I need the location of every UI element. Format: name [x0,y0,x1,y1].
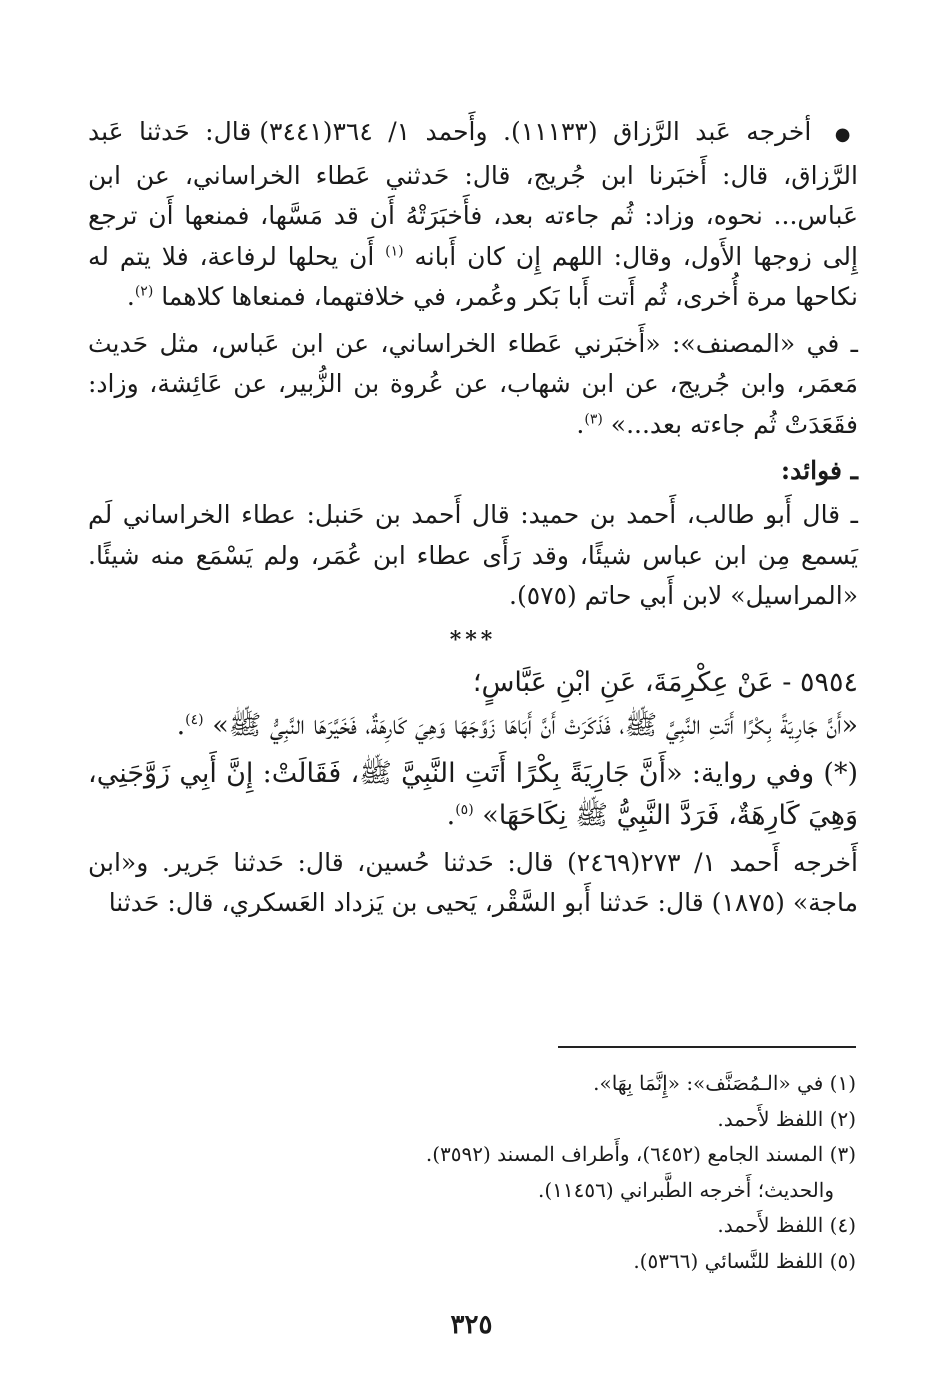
footnote-4: (٤) اللفظ لأَحمد. [717,1213,856,1237]
footnote-ref-3[interactable]: (٣) [584,411,603,428]
punctuation: . [446,799,456,831]
punctuation: . [126,282,135,311]
footnote-ref-4[interactable]: (٤) [185,711,204,728]
takhrij-paragraph [88,112,858,318]
takhrij-paragraph-2: أَخرجه أَحمد ١/ ٢٧٣(٢٤٦٩) قال: حَدثنا حُسين، قال: حَدثنا جَرير. و«ابن ماجة» (١٨٧٥) قال: حَدثنا أَبو السَّقْر، يَحيى بن يَزداد العَسكري، قال: حَدثنا [88,847,859,917]
footnote-2: (٢) اللفظ لأَحمد. [717,1106,856,1131]
bullet-icon: ● [834,124,858,145]
punctuation: . [576,409,585,439]
fawaid-heading: ـ فوائد: [780,456,858,485]
musannaf-paragraph [88,324,858,446]
footnote-ref-2[interactable]: (٢) [134,283,154,300]
footnote-1: (١) في «الـمُصَنَّف»: «إِنَّمَا بِهَا». [593,1071,856,1095]
main-text [88,112,858,930]
footnote-ref-5[interactable]: (٥) [455,801,474,818]
takhrij-text-continued: أَن يحلها لرفاعة، فلا يتم له نكاحها مرة أُخرى، ثُم أَتت أَبا بَكر وعُمر، في خلافتهما، فمنعاها كلاهما [88,241,858,311]
takhrij-text: أخرجه عَبد الرَّزاق (١١١٣٣). وأَحمد ١/ ٣٦٤(٣٤٤١) قال: حَدثنا عَبد الرَّزاق، قال: أَخبَرنا ابن جُريج، قال: حَدثني عَطاء الخراساني، عن ابن عَباس... نحوه، وزاد: ثُم جاءته بعد، فأَخبَرَتْهُ أَن قد مَسَّها، فمنعها أَن ترجع إِلى زوجها الأَول، وقال: اللهم إِن كان أَبانه [88,117,858,271]
footnote-3: (٣) المسند الجامع (٦٤٥٢)، وأَطراف المسند (٣٥٩٢). [425,1142,856,1166]
footnote-3-continued: والحديث؛ أَخرجه الطَّبراني (١١٤٥٦). [537,1177,834,1202]
fawaid-paragraph: ـ قال أَبو طالب، أَحمد بن حميد: قال أَحمد بن حَنبل: عطاء الخراساني لَم يَسمع مِن ابن عباس شيئًا، وقد رَأَى عطاء ابن عُمَر، ولم يَسْمَع منه شيئًا. «المراسيل» لابن أَبي حاتم (٥٧٥). [88,500,858,610]
hadith-heading: ٥٩٥٤ - عَنْ عِكْرِمَةَ، عَنِ ابْنِ عَبَّاسٍ؛ [472,666,858,698]
page-number: ٣٢٥ [450,1310,493,1340]
section-separator: *** [449,626,497,653]
musannaf-text: ـ في «المصنف»: «أَخبَرني عَطاء الخراساني، عن ابن عَباس، مثل حَديث مَعمَر، وابن جُريج، عن ابن شهاب، عن عُروة بن الزُّبير، عن عَائِشة، وزاد: فقَعَدَتْ ثُم جاءته بعد...» [88,328,858,439]
hadith-matn [88,705,858,747]
punctuation: . [176,709,186,741]
riwaya-paragraph [88,753,858,837]
footnotes [180,1066,856,1279]
footnote-ref-1[interactable]: (١) [385,243,404,260]
footnote-divider [558,1046,856,1048]
hadith-text: «أَنَّ جَارِيَةً بِكْرًا أَتَتِ النَّبِيَّ ﷺ، فَذَكَرَتْ أَنَّ أَبَاهَا زَوَّجَهَا وَهِيَ كَارِهَةٌ، فَخَيَّرَهَا النَّبِيُّ ﷺ» [212,709,858,741]
footnote-5: (٥) اللفظ للنَّسائي (٥٣٦٦). [633,1248,856,1273]
riwaya-text: (*) وفي رواية: «أَنَّ جَارِيَةً بِكْرًا أَتَتِ النَّبِيَّ ﷺ، فَقَالَتْ: إِنَّ أَبِي زَوَّجَنِي، وَهِيَ كَارِهَةٌ، فَرَدَّ النَّبِيُّ ﷺ نِكَاحَهَا» [88,757,858,831]
